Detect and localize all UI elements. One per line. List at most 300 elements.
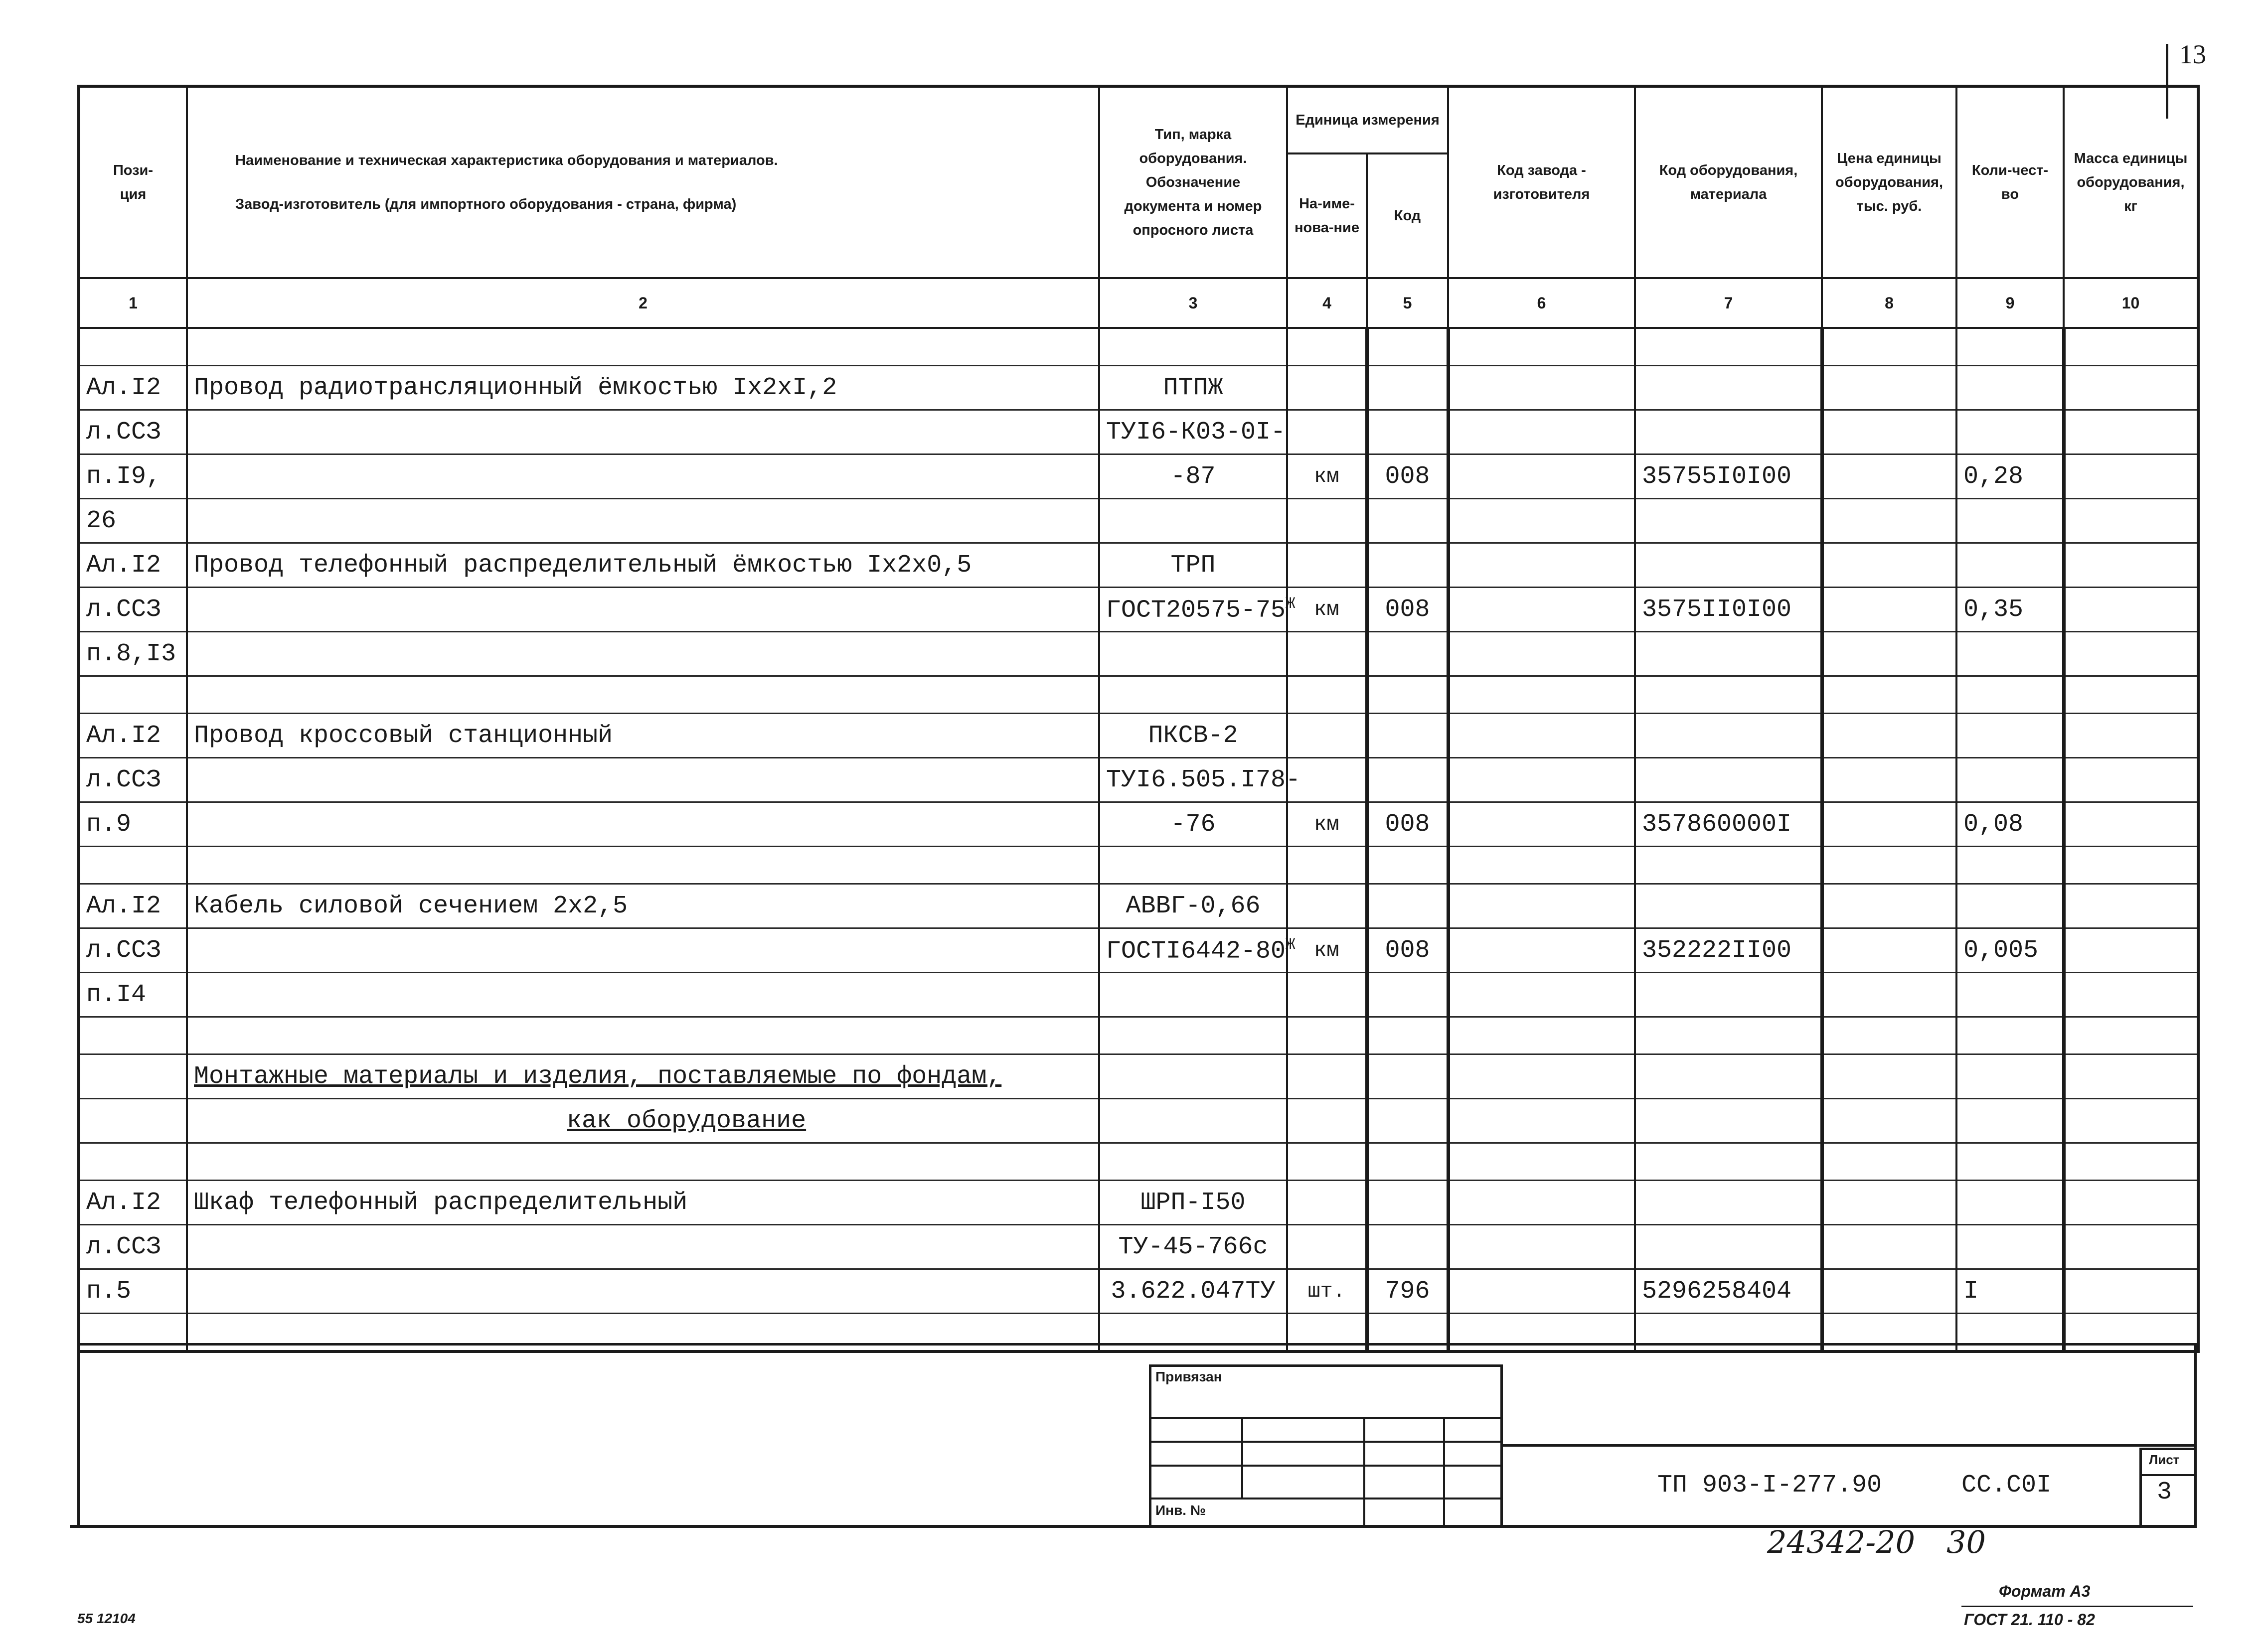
cell-quantity [1956,973,2064,1017]
cell-mass [2064,1181,2198,1225]
cell-price [1822,802,1956,847]
cell-name [187,802,1099,847]
cell-type-mark [1099,758,1301,802]
cell-factory-code [1448,543,1635,588]
cell-type-mark [1099,1099,1287,1143]
cell-type-mark [1099,1017,1287,1054]
cell-type-mark [1099,328,1287,366]
cell-position [79,1017,187,1054]
table-row [79,1269,2198,1314]
table-row [79,714,2198,758]
cell-quantity [1956,1054,2064,1099]
cell-type-mark [1099,928,1296,973]
frame-bottom-table [77,1343,2197,1346]
table-row [79,884,2198,928]
table-row [79,973,2198,1017]
cell-factory-code [1448,588,1635,632]
cell-name [187,632,1099,676]
table-row [79,1143,2198,1181]
cell-price [1822,758,1956,802]
header-name [187,86,1099,278]
cell-type-mark [1099,499,1287,543]
column-number: 1 [79,278,187,328]
cell-equipment-code [1635,884,1822,928]
column-number: 2 [187,278,1099,328]
type-mark-superscript: Ж [1286,935,1296,954]
cell-type-mark [1099,588,1296,632]
cell-name [187,1017,1099,1054]
cell-position: Ал.I2 [79,1181,187,1225]
cell-mass [2064,847,2198,884]
cell-type-mark [1099,1181,1287,1225]
cell-unit-name [1287,1143,1367,1181]
cell-mass [2064,714,2198,758]
cell-mass [2064,1314,2198,1352]
cell-unit-name [1287,328,1367,366]
table-row [79,543,2198,588]
cell-price [1822,1225,1956,1269]
cell-unit-code: 008 [1367,454,1448,499]
cell-price [1822,1269,1956,1314]
type-mark-text: ГОСТI6442-80 [1106,937,1286,966]
frame-left [77,1343,80,1527]
type-mark-text: 3.622.047ТУ [1111,1277,1276,1306]
cell-unit-code [1367,676,1448,714]
stamp-line [1241,1417,1243,1498]
cell-unit-name [1287,1017,1367,1054]
cell-factory-code [1448,758,1635,802]
cell-mass [2064,454,2198,499]
cell-type-mark [1099,884,1287,928]
header-quantity: Коли-чест-во [1956,86,2064,278]
cell-name: Провод радиотрансляционный ёмкостью Iх2хI,2 [187,366,1099,410]
cell-name [187,676,1099,714]
cell-type-mark [1099,676,1287,714]
cell-position: п.9 [79,802,187,847]
cell-name [187,1314,1099,1352]
cell-unit-code [1367,1017,1448,1054]
footer-line [1961,1606,2193,1607]
cell-quantity [1956,1099,2064,1143]
cell-unit-name [1287,1054,1367,1099]
cell-position [79,1099,187,1143]
cell-quantity [1956,543,2064,588]
cell-factory-code [1448,1269,1635,1314]
cell-unit-code [1367,714,1448,758]
cell-type-mark [1099,632,1287,676]
cell-type-mark [1099,1054,1287,1099]
cell-equipment-code [1635,632,1822,676]
cell-position: л.ССЗ [79,410,187,454]
cell-unit-name [1287,676,1367,714]
table-row [79,632,2198,676]
cell-unit-code [1367,1099,1448,1143]
cell-equipment-code [1635,366,1822,410]
cell-factory-code [1448,499,1635,543]
cell-unit-code [1367,847,1448,884]
cell-unit-code [1367,1225,1448,1269]
table-row [79,676,2198,714]
cell-position: п.8,I3 [79,632,187,676]
cell-unit-name [1287,410,1367,454]
table-row [79,758,2198,802]
cell-equipment-code [1635,1143,1822,1181]
cell-price [1822,884,1956,928]
cell-quantity [1956,499,2064,543]
table-row [79,588,2198,632]
header-factory-code: Код завода - изготовителя [1448,86,1635,278]
table-row [79,328,2198,366]
type-mark-text: ТУI6-К03-0I- [1106,418,1286,447]
cell-unit-name [1287,499,1367,543]
sheet-line [2142,1474,2197,1476]
cell-unit-code [1367,499,1448,543]
cell-quantity [1956,632,2064,676]
cell-mass [2064,1054,2198,1099]
cell-quantity [1956,1143,2064,1181]
cell-equipment-code [1635,676,1822,714]
title-block-top [1500,1444,2197,1447]
sheet-box [2139,1448,2197,1527]
cell-unit-code [1367,543,1448,588]
header-row [79,86,2198,153]
column-number: 5 [1367,278,1448,328]
cell-equipment-code: 357860000I [1635,802,1822,847]
cell-equipment-code [1635,543,1822,588]
cell-name [187,1143,1099,1181]
cell-type-mark [1099,366,1287,410]
cell-factory-code [1448,1143,1635,1181]
cell-unit-name [1287,973,1367,1017]
cell-position: л.ССЗ [79,588,187,632]
cell-unit-name [1287,1099,1367,1143]
cell-quantity [1956,328,2064,366]
doc-code: ТП 903-I-277.90 [1657,1471,1882,1499]
column-number: 8 [1822,278,1956,328]
cell-unit-name [1287,1181,1367,1225]
cell-name [187,499,1099,543]
cell-quantity [1956,366,2064,410]
cell-equipment-code: 3575II0I00 [1635,588,1822,632]
cell-price [1822,1099,1956,1143]
cell-factory-code [1448,676,1635,714]
footer-format: Формат А3 [1999,1582,2091,1600]
cell-mass [2064,758,2198,802]
cell-quantity [1956,884,2064,928]
cell-factory-code [1448,410,1635,454]
table-row [79,410,2198,454]
cell-quantity [1956,758,2064,802]
cell-position: л.ССЗ [79,928,187,973]
cell-unit-code [1367,973,1448,1017]
column-numbers-row [79,278,2198,328]
cell-mass [2064,1143,2198,1181]
cell-position: Ал.I2 [79,714,187,758]
cell-equipment-code [1635,1017,1822,1054]
header-unit-code: Код [1367,153,1448,278]
header-unit-group: Единица измерения [1287,86,1448,153]
cell-price [1822,676,1956,714]
cell-quantity [1956,1225,2064,1269]
cell-type-mark [1099,714,1287,758]
cell-quantity: 0,005 [1956,928,2064,973]
cell-name [187,328,1099,366]
cell-unit-code [1367,1054,1448,1099]
cell-quantity: 0,35 [1956,588,2064,632]
cell-factory-code [1448,1017,1635,1054]
cell-name: Кабель силовой сечением 2х2,5 [187,884,1099,928]
type-mark-text: -87 [1170,462,1216,491]
cell-mass [2064,366,2198,410]
cell-equipment-code [1635,1099,1822,1143]
cell-unit-code [1367,758,1448,802]
cell-unit-name [1287,884,1367,928]
table-row [79,1099,2198,1143]
cell-equipment-code: 5296258404 [1635,1269,1822,1314]
cell-factory-code [1448,328,1635,366]
type-mark-text: ГОСТ20575-75 [1106,596,1286,625]
header-name-line1: Наименование и техническая характеристика оборудования и материалов. [235,152,778,168]
cell-mass [2064,1099,2198,1143]
cell-price [1822,1181,1956,1225]
cell-price [1822,847,1956,884]
footer-standard: ГОСТ 21. 110 - 82 [1964,1611,2095,1629]
cell-name: Провод кроссовый станционный [187,714,1099,758]
header-equipment-code: Код оборудования, материала [1635,86,1822,278]
stamp-line [1151,1441,1500,1443]
cell-equipment-code [1635,1181,1822,1225]
page-number: 13 [2179,39,2206,69]
cell-price [1822,1143,1956,1181]
cell-quantity [1956,410,2064,454]
header-type: Тип, марка оборудования. Обозначение документа и номер опросного листа [1099,86,1287,278]
cell-unit-name [1287,1314,1367,1352]
cell-equipment-code [1635,758,1822,802]
cell-mass [2064,328,2198,366]
table-row [79,1181,2198,1225]
cell-factory-code [1448,1314,1635,1352]
cell-factory-code [1448,366,1635,410]
cell-position [79,847,187,884]
type-mark-superscript: Ж [1286,594,1296,613]
stamp-line [1151,1465,1500,1467]
column-number: 9 [1956,278,2064,328]
cell-position: Ал.I2 [79,884,187,928]
cell-unit-name: км [1287,588,1367,632]
cell-unit-code: 008 [1367,928,1448,973]
cell-price [1822,454,1956,499]
table-row [79,454,2198,499]
cell-factory-code [1448,802,1635,847]
specification-table [77,85,2200,1353]
cell-name [187,847,1099,884]
type-mark-text: ТУI6.505.I78- [1106,765,1301,794]
footer-left-code: 55 12104 [77,1611,136,1626]
cell-price [1822,499,1956,543]
cell-mass [2064,973,2198,1017]
cell-position [79,676,187,714]
header-position: Пози- ция [79,86,187,278]
cell-unit-code: 008 [1367,802,1448,847]
stamp-inv-label: Инв. № [1155,1502,1206,1518]
cell-factory-code [1448,632,1635,676]
table-row [79,802,2198,847]
cell-price [1822,973,1956,1017]
cell-type-mark [1099,543,1287,588]
table-row [79,847,2198,884]
cell-factory-code [1448,1099,1635,1143]
cell-unit-name [1287,632,1367,676]
cell-unit-code [1367,1181,1448,1225]
cell-quantity [1956,1181,2064,1225]
stamp-bound-label: Привязан [1155,1369,1222,1384]
type-mark-text: ШРП-I50 [1140,1188,1246,1217]
cell-quantity: I [1956,1269,2064,1314]
cell-section-title: Монтажные материалы и изделия, поставляемые по фондам, [187,1054,1099,1099]
column-number: 7 [1635,278,1822,328]
cell-price [1822,714,1956,758]
table-row [79,1314,2198,1352]
cell-unit-code: 796 [1367,1269,1448,1314]
cell-quantity [1956,1314,2064,1352]
cell-unit-code [1367,1143,1448,1181]
column-number: 10 [2064,278,2198,328]
cell-price [1822,632,1956,676]
cell-name: Провод телефонный распределительный ёмкостью Iх2х0,5 [187,543,1099,588]
cell-factory-code [1448,1225,1635,1269]
cell-equipment-code [1635,973,1822,1017]
table-row [79,1054,2198,1099]
cell-equipment-code: 35755I0I00 [1635,454,1822,499]
cell-equipment-code [1635,410,1822,454]
cell-equipment-code: 352222II00 [1635,928,1822,973]
cell-quantity: 0,08 [1956,802,2064,847]
type-mark-text: ПКСВ-2 [1148,721,1238,750]
type-mark-text: ТУ-45-766с [1118,1232,1268,1261]
cell-unit-code [1367,328,1448,366]
cell-unit-name [1287,714,1367,758]
cell-factory-code [1448,884,1635,928]
cell-mass [2064,1269,2198,1314]
cell-factory-code [1448,714,1635,758]
type-mark-text: ТРП [1170,551,1216,580]
table-row [79,499,2198,543]
cell-unit-name: шт. [1287,1269,1367,1314]
cell-factory-code [1448,847,1635,884]
header-unit-name: На-име-нова-ние [1287,153,1367,278]
table-row [79,1225,2198,1269]
cell-mass [2064,410,2198,454]
table-row [79,1017,2198,1054]
cell-type-mark [1099,1269,1287,1314]
cell-price [1822,1017,1956,1054]
cell-equipment-code [1635,1314,1822,1352]
column-number: 4 [1287,278,1367,328]
table-row [79,928,2198,973]
cell-type-mark [1099,973,1287,1017]
cell-unit-name [1287,366,1367,410]
cell-price [1822,410,1956,454]
cell-type-mark [1099,802,1287,847]
cell-name [187,928,1099,973]
cell-factory-code [1448,928,1635,973]
column-number: 6 [1448,278,1635,328]
cell-factory-code [1448,1054,1635,1099]
cell-unit-name [1287,543,1367,588]
cell-factory-code [1448,1181,1635,1225]
cell-position: п.I9, [79,454,187,499]
stamp-line [1363,1417,1365,1526]
cell-mass [2064,588,2198,632]
cell-name [187,973,1099,1017]
header-mass: Масса единицы оборудования, кг [2064,86,2198,278]
cell-equipment-code [1635,1054,1822,1099]
type-mark-text: АВВГ-0,66 [1126,892,1261,920]
cell-position [79,328,187,366]
cell-mass [2064,1017,2198,1054]
cell-position: Ал.I2 [79,366,187,410]
handwritten-inv-number: 24342-20 [1767,1524,1916,1560]
cell-mass [2064,1225,2198,1269]
cell-section-title: как оборудование [187,1099,1099,1143]
cell-position: 26 [79,499,187,543]
cell-price [1822,543,1956,588]
cell-mass [2064,499,2198,543]
cell-unit-code [1367,366,1448,410]
cell-type-mark [1099,1314,1287,1352]
cell-factory-code [1448,973,1635,1017]
cell-name [187,758,1099,802]
cell-quantity [1956,676,2064,714]
cell-quantity: 0,28 [1956,454,2064,499]
cell-unit-name [1287,1225,1367,1269]
cell-position [79,1054,187,1099]
cell-unit-code [1367,1314,1448,1352]
cell-mass [2064,884,2198,928]
sheet-label: Лист [2149,1452,2180,1467]
cell-type-mark [1099,1143,1287,1181]
table-body [79,328,2198,1351]
cell-type-mark [1099,454,1287,499]
cell-price [1822,328,1956,366]
type-mark-text: ПТПЖ [1163,373,1223,402]
header-name-line2: Завод-изготовитель (для импортного оборудования - страна, фирма) [235,196,737,212]
cell-mass [2064,928,2198,973]
cell-unit-name: км [1287,928,1367,973]
stamp-bound-box [1149,1364,1503,1528]
cell-mass [2064,632,2198,676]
cell-mass [2064,676,2198,714]
cell-unit-code [1367,632,1448,676]
cell-name [187,1225,1099,1269]
cell-type-mark [1099,847,1287,884]
cell-position: л.ССЗ [79,758,187,802]
cell-price [1822,1054,1956,1099]
cell-position [79,1143,187,1181]
cell-price [1822,1314,1956,1352]
header-price: Цена единицы оборудования, тыс. руб. [1822,86,1956,278]
cell-equipment-code [1635,1225,1822,1269]
cell-name [187,1269,1099,1314]
table-row [79,366,2198,410]
cell-position: л.ССЗ [79,1225,187,1269]
cell-equipment-code [1635,714,1822,758]
cell-price [1822,928,1956,973]
cell-quantity [1956,1017,2064,1054]
cell-name [187,454,1099,499]
cell-unit-code [1367,884,1448,928]
sheet-value: 3 [2157,1478,2172,1506]
